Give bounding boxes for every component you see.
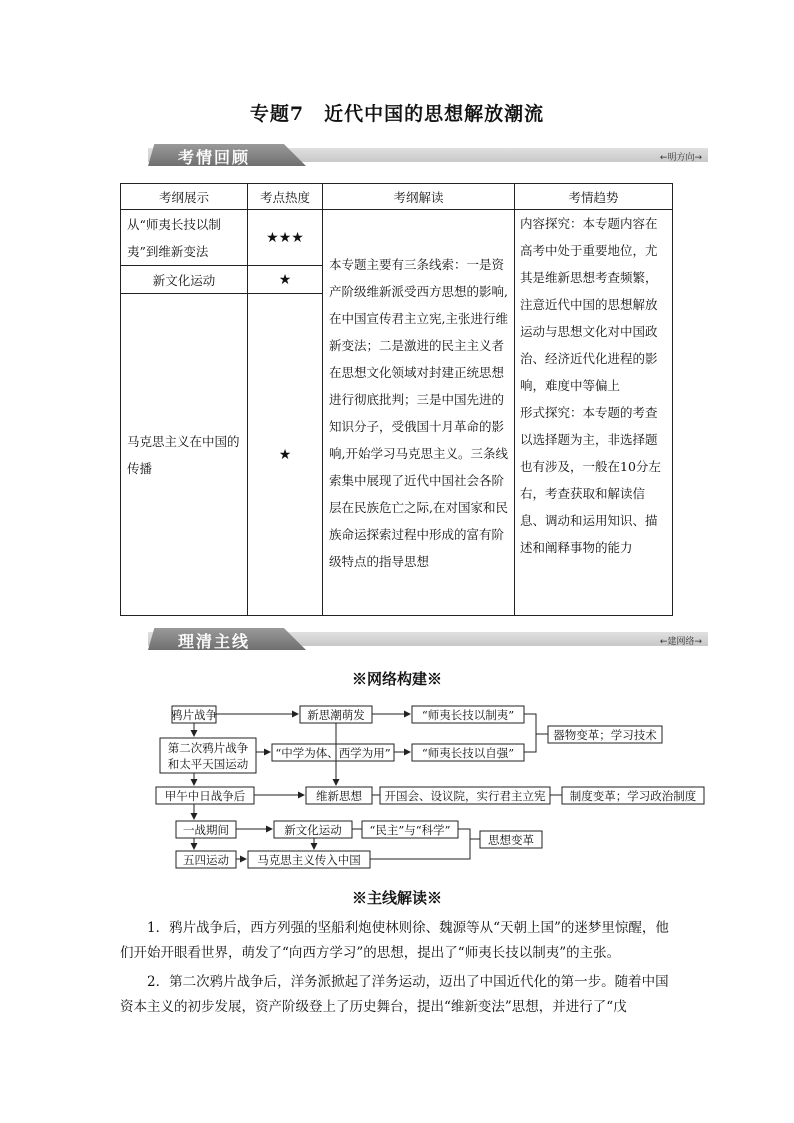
node-yizhan: 一战期间 [183, 823, 229, 837]
node-zhongti: “中学为体、西学为用” [275, 746, 391, 760]
topic-cell: 新文化运动 [121, 266, 248, 294]
header-outline: 考纲展示 [121, 184, 248, 210]
node-dier-line2: 和太平天国运动 [167, 757, 249, 771]
node-dier-line1: 第二次鸦片战争 [167, 741, 249, 755]
node-xinwenhua: 新文化运动 [284, 823, 342, 837]
node-zhidu: 制度变革；学习政治制度 [569, 789, 697, 803]
network-title: ※网络构建※ [351, 670, 442, 688]
section-banner-review [148, 144, 708, 166]
heat-cell: ★ [248, 266, 323, 294]
topic-cell: 马克思主义在中国的传播 [121, 294, 248, 616]
header-heat: 考点热度 [248, 184, 323, 210]
section-banner-mainline [148, 628, 708, 650]
paragraph-1: 1．鸦片战争后，西方列强的坚船利炮使林则徐、魏源等从“天朝上国”的迷梦里惊醒，他们开始开眼看世界，萌发了“向西方学习”的思想，提出了“师夷长技以制夷”的主张。 [120, 920, 669, 961]
banner-right-label: ←明方向→ [659, 153, 702, 163]
node-sixiang: 思想变革 [488, 833, 534, 847]
header-interpretation: 考纲解读 [323, 184, 515, 210]
node-ziqiang: “师夷长技以自强” [421, 746, 515, 760]
banner-label: 考情回顾 [178, 148, 251, 167]
exam-outline-table [120, 183, 673, 616]
heat-cell: ★★★ [248, 210, 323, 266]
node-makesi: 马克思主义传入中国 [257, 853, 361, 867]
network-diagram [140, 700, 710, 872]
banner-label: 理清主线 [178, 632, 251, 651]
page-title: 专题7 近代中国的思想解放潮流 [249, 103, 545, 125]
interpretation-cell: 本专题主要有三条线索：一是资产阶级维新派受西方思想的影响,在中国宣传君主立宪,主张进行维新变法；二是激进的民主主义者在思想文化领域对封建正统思想进行彻底批判；三是中国先进的知识分子，受俄国十月革命的影响,开始学习马克思主义。三条线索集中展现了近代中国社会各阶层在民族危亡之际,在对国家和民族命运探索过程中形成的富有阶级特点的指导思想 [323, 210, 515, 616]
node-zhiyi: “师夷长技以制夷” [421, 708, 515, 722]
node-yapian: 鸦片战争 [171, 708, 217, 722]
node-xinsi: 新思潮萌发 [307, 708, 365, 722]
node-minzhu: “民主”与“科学” [369, 823, 451, 837]
header-trend: 考情趋势 [515, 184, 673, 210]
banner-right-label: ←建网络→ [659, 637, 702, 647]
node-wusi: 五四运动 [183, 853, 229, 867]
node-jiawu: 甲午中日战争后 [164, 789, 246, 803]
paragraph-2: 2．第二次鸦片战争后，洋务派掀起了洋务运动，迈出了中国近代化的第一步。随着中国资本主义的初步发展，资产阶级登上了历史舞台，提出“维新变法”思想，并进行了“戊 [120, 974, 669, 1015]
node-qiwu: 器物变革；学习技术 [553, 728, 657, 742]
heat-cell: ★ [248, 294, 323, 616]
topic-cell: 从“师夷长技以制夷”到维新变法 [121, 210, 248, 266]
mainline-title: ※主线解读※ [351, 889, 442, 907]
node-weixin: 维新思想 [316, 789, 362, 803]
trend-cell: 内容探究：本专题内容在高考中处于重要地位，尤其是维新思想考查频繁，注意近代中国的思想解放运动与思想文化对中国政治、经济近代化进程的影响，难度中等偏上 形式探究：本专题的考查以选择题为主，非选择题也有涉及，一般在10分左右，考查获取和解读信息、调动和运用知识、描述和阐释事物的能力 [515, 210, 673, 616]
node-kaiguo: 开国会、设议院，实行君主立宪 [384, 789, 546, 803]
